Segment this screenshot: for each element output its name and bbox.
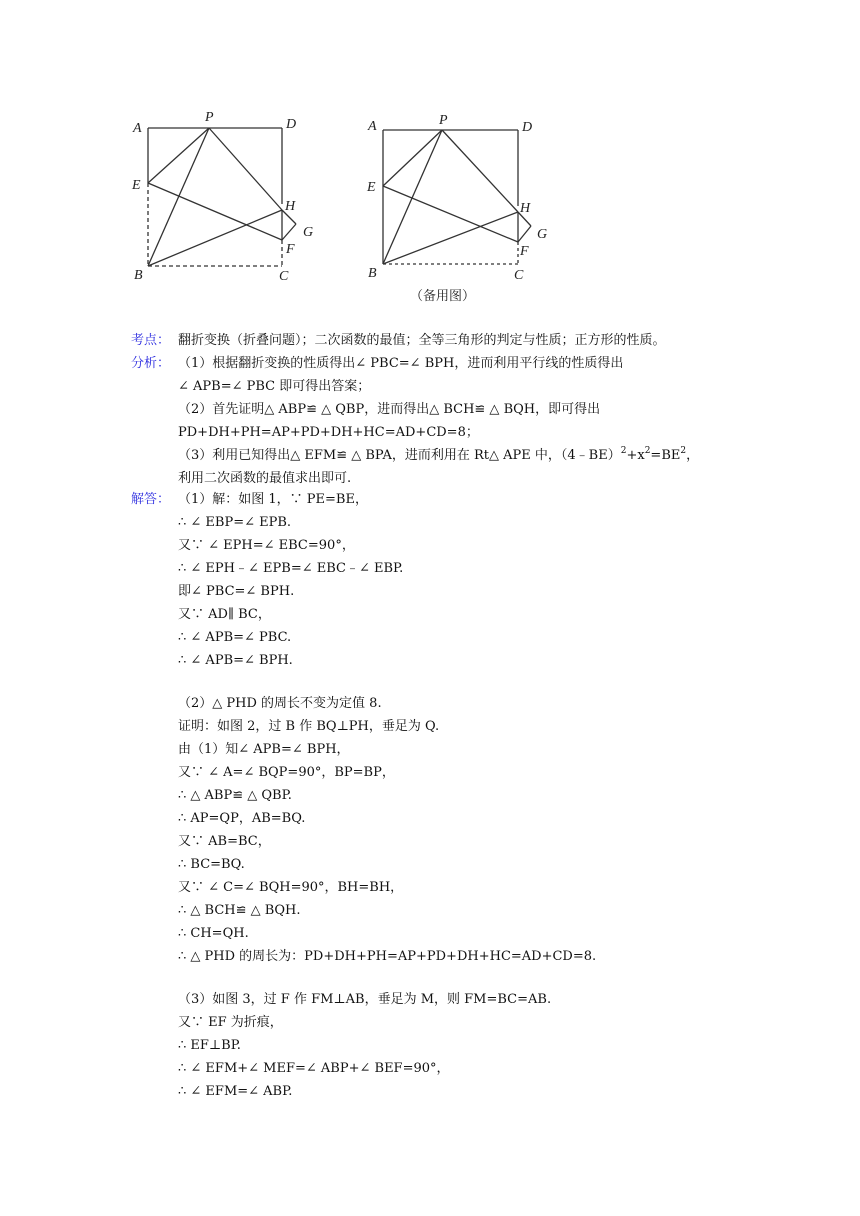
fenxi-line-5 bbox=[178, 446, 699, 466]
jieda-line: ∴ △ BCH≌ △ BQH. bbox=[178, 903, 301, 918]
label-F: F bbox=[286, 242, 295, 257]
jieda-line: 又∵ EF 为折痕， bbox=[178, 1015, 283, 1030]
jieda-line: ∴ △ ABP≌ △ QBP. bbox=[178, 788, 292, 803]
fenxi-line-5a: （3）利用已知得出△ EFM≌ △ BPA，进而利用在 Rt△ APE 中，（4﹣BE） bbox=[178, 448, 621, 463]
label-H: H bbox=[520, 201, 531, 216]
jieda-line: ∴ ∠ EBP=∠ EPB. bbox=[178, 515, 292, 530]
fenxi-line: PD+DH+PH=AP+PD+DH+HC=AD+CD=8； bbox=[178, 425, 479, 440]
superscript: 2 bbox=[644, 446, 651, 456]
fenxi-line-5d: ， bbox=[686, 448, 700, 463]
jieda-line: ∴ ∠ EPH﹣∠ EPB=∠ EBC﹣∠ EBP. bbox=[178, 561, 404, 576]
jieda-line: 即∠ PBC=∠ BPH. bbox=[178, 584, 295, 599]
jieda-line: ∴ ∠ EFM=∠ ABP. bbox=[178, 1084, 293, 1099]
label-D: D bbox=[522, 120, 533, 135]
jieda-line: （3）如图 3，过 F 作 FM⊥AB，垂足为 M，则 FM=BC=AB. bbox=[178, 992, 552, 1007]
label-F: F bbox=[520, 244, 529, 259]
label-G: G bbox=[537, 227, 548, 242]
figure-1-diagram bbox=[128, 108, 318, 288]
label-H: H bbox=[285, 199, 296, 214]
jieda-line: 又∵ ∠ EPH=∠ EBC=90°， bbox=[178, 538, 355, 553]
fenxi-line: （2）首先证明△ ABP≌ △ QBP，进而得出△ BCH≌ △ BQH，即可得出 bbox=[178, 402, 601, 417]
jieda-line: ∴ ∠ EFM+∠ MEF=∠ ABP+∠ BEF=90°， bbox=[178, 1061, 450, 1076]
fenxi-line: ∠ APB=∠ PBC 即可得出答案； bbox=[178, 379, 371, 394]
fenxi-line-5c: =BE bbox=[650, 448, 681, 463]
label-P: P bbox=[205, 110, 214, 125]
label-E: E bbox=[132, 178, 141, 193]
label-C: C bbox=[514, 268, 524, 283]
jieda-tag: 解答： bbox=[131, 492, 171, 507]
jieda-line: ∴ EF⊥BP. bbox=[178, 1038, 241, 1053]
label-A: A bbox=[133, 121, 142, 136]
jieda-line: ∴ ∠ APB=∠ BPH. bbox=[178, 653, 293, 668]
superscript: 2 bbox=[620, 446, 627, 456]
jieda-line: ∴ BC=BQ. bbox=[178, 857, 245, 872]
jieda-line: ∴ CH=QH. bbox=[178, 926, 249, 941]
jieda-line: 又∵ AD∥ BC， bbox=[178, 607, 271, 622]
fenxi-line: （1）根据翻折变换的性质得出∠ PBC=∠ BPH，进而利用平行线的性质得出 bbox=[178, 356, 624, 371]
figure-1 bbox=[128, 108, 318, 288]
label-D: D bbox=[286, 117, 297, 132]
jieda-line: （1）解：如图 1，∵ PE=BE， bbox=[178, 492, 368, 507]
label-B: B bbox=[134, 268, 143, 283]
jieda-line: 由（1）知∠ APB=∠ BPH， bbox=[178, 742, 350, 757]
figure-caption: （备用图） bbox=[410, 289, 476, 304]
jieda-line: 又∵ ∠ A=∠ BQP=90°，BP=BP， bbox=[178, 765, 395, 780]
fenxi-tag: 分析： bbox=[131, 356, 171, 371]
jieda-line: 又∵ ∠ C=∠ BQH=90°，BH=BH， bbox=[178, 880, 404, 895]
label-C: C bbox=[279, 269, 289, 284]
jieda-line: ∴ △ PHD 的周长为：PD+DH+PH=AP+PD+DH+HC=AD+CD=8. bbox=[178, 949, 597, 964]
jieda-line: 证明：如图 2，过 B 作 BQ⊥PH，垂足为 Q. bbox=[178, 719, 440, 734]
kaodian-text: 翻折变换（折叠问题）；二次函数的最值；全等三角形的判定与性质；正方形的性质。 bbox=[178, 333, 666, 348]
jieda-line: 又∵ AB=BC， bbox=[178, 834, 271, 849]
jieda-line: （2）△ PHD 的周长不变为定值 8. bbox=[178, 696, 382, 711]
kaodian-tag: 考点： bbox=[131, 333, 171, 348]
jieda-line: ∴ ∠ APB=∠ PBC. bbox=[178, 630, 292, 645]
label-G: G bbox=[303, 225, 314, 240]
label-A: A bbox=[368, 119, 377, 134]
superscript: 2 bbox=[680, 446, 687, 456]
figure-2 bbox=[364, 108, 564, 308]
label-P: P bbox=[439, 113, 448, 128]
label-B: B bbox=[368, 266, 377, 281]
fenxi-line: 利用二次函数的最值求出即可. bbox=[178, 471, 352, 486]
jieda-line: ∴ AP=QP，AB=BQ. bbox=[178, 811, 306, 826]
fenxi-line-5b: +x bbox=[626, 448, 645, 463]
label-E: E bbox=[367, 180, 376, 195]
figure-2-diagram bbox=[364, 108, 564, 308]
